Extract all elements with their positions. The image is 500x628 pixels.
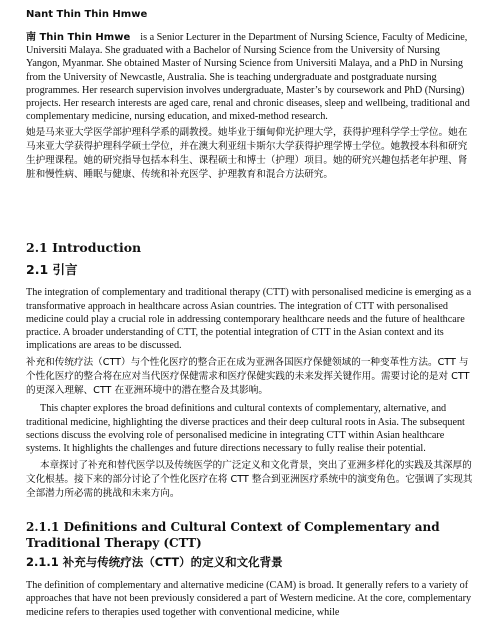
intro-paragraph-2-zh: 本章探讨了补充和替代医学以及传统医学的广泛定义和文化背景，突出了亚洲多样化的实践及其深厚的文化根基。接下来的部分讨论了个性化医疗在将 CTT 整合到亚洲医疗系统中的演变角色。它强调了实现其全部潜力所必需的挑战和未来方向。	[26, 460, 473, 500]
section-title-zh: 2.1 引言	[26, 262, 78, 278]
intro-paragraph-2-en: This chapter explores the broad definitions and cultural contexts of complementary, alternative, and traditional medicine, highlighting the diverse practices and their deep cultural roots in Asia. The subsequent sections discuss the evolving role of personalised medicine in integrating CTT within Asian healthcare systems. It highlights the challenges and future directions necessary to fully realise their potential.	[26, 403, 465, 455]
subsection-title-en: 2.1.1 Definitions and Cultural Context of Complementary and Traditional Therapy (CTT)	[26, 520, 440, 551]
author-bio-name: 南 Thin Thin Hmwe	[26, 32, 131, 43]
intro-paragraph-1-en: The integration of complementary and traditional therapy (CTT) with personalised medicine is emerging as a transformative approach in healthcare across Asian countries. The integration of CTT with personalised medicine could play a crucial role in addressing contemporary healthcare needs and the future of healthcare practice. A broader understanding of CTT, the potential integration of CTT in the Asian context and its implications are areas to be discussed.	[26, 287, 472, 352]
author-bio-en	[26, 31, 474, 123]
author-heading: Nant Thin Thin Hmwe	[26, 9, 148, 20]
section-title-en: 2.1 Introduction	[26, 240, 142, 256]
subsection-title-zh: 2.1.1 补充与传统疗法（CTT）的定义和文化背景	[26, 555, 283, 570]
author-bio-zh: 她是马来亚大学医学部护理科学系的副教授。她毕业于缅甸仰光护理大学，获得护理科学学士学位。她在马来亚大学获得护理科学硕士学位，并在澳大利亚纽卡斯尔大学获得护理学博士学位。她教授本科和研究生护理课程。她的研究指导包括本科生、课程硕士和博士（护理）项目。她的研究兴趣包括老年护理、肾脏和慢性病、睡眠与健康、传统和补充医学、护理教育和混合方法研究。	[26, 127, 468, 181]
section-gap	[26, 182, 474, 240]
definitions-paragraph-en: The definition of complementary and alternative medicine (CAM) is broad. It generally refers to a variety of approaches that have not been previously considered a part of Western medicine. At the core, complementary medicine refers to therapies used together with conventional medicine, while	[26, 580, 472, 618]
author-bio-text: is a Senior Lecturer in the Department of Nursing Science, Faculty of Medicine, Universiti Malaya. She graduated with a Bachelor of Nursing Science from the University of Nursing Yangon, Myanmar. She obtained Master of Nursing Science from Universiti Malaya, and a PhD in Nursing from the University of Newcastle, Australia. She is teaching undergraduate and postgraduate nursing programmes. Her research supervision involves undergraduate, Master’s by coursework and PhD (Nursing) projects. Her research interests are aged care, renal and chronic diseases, sleep and wellbeing, traditional and complementary medicine, nursing education, and mixed-method research.	[26, 32, 470, 123]
intro-paragraph-1-zh: 补充和传统疗法（CTT）与个性化医疗的整合正在成为亚洲各国医疗保健领域的一种变革性方法。CTT 与个性化医疗的整合将在应对当代医疗保健需求和医疗保健实践的未来发挥关键作用。需要讨论的是对 CTT 的更深入理解、CTT 在亚洲环境中的潜在整合及其影响。	[26, 357, 470, 397]
